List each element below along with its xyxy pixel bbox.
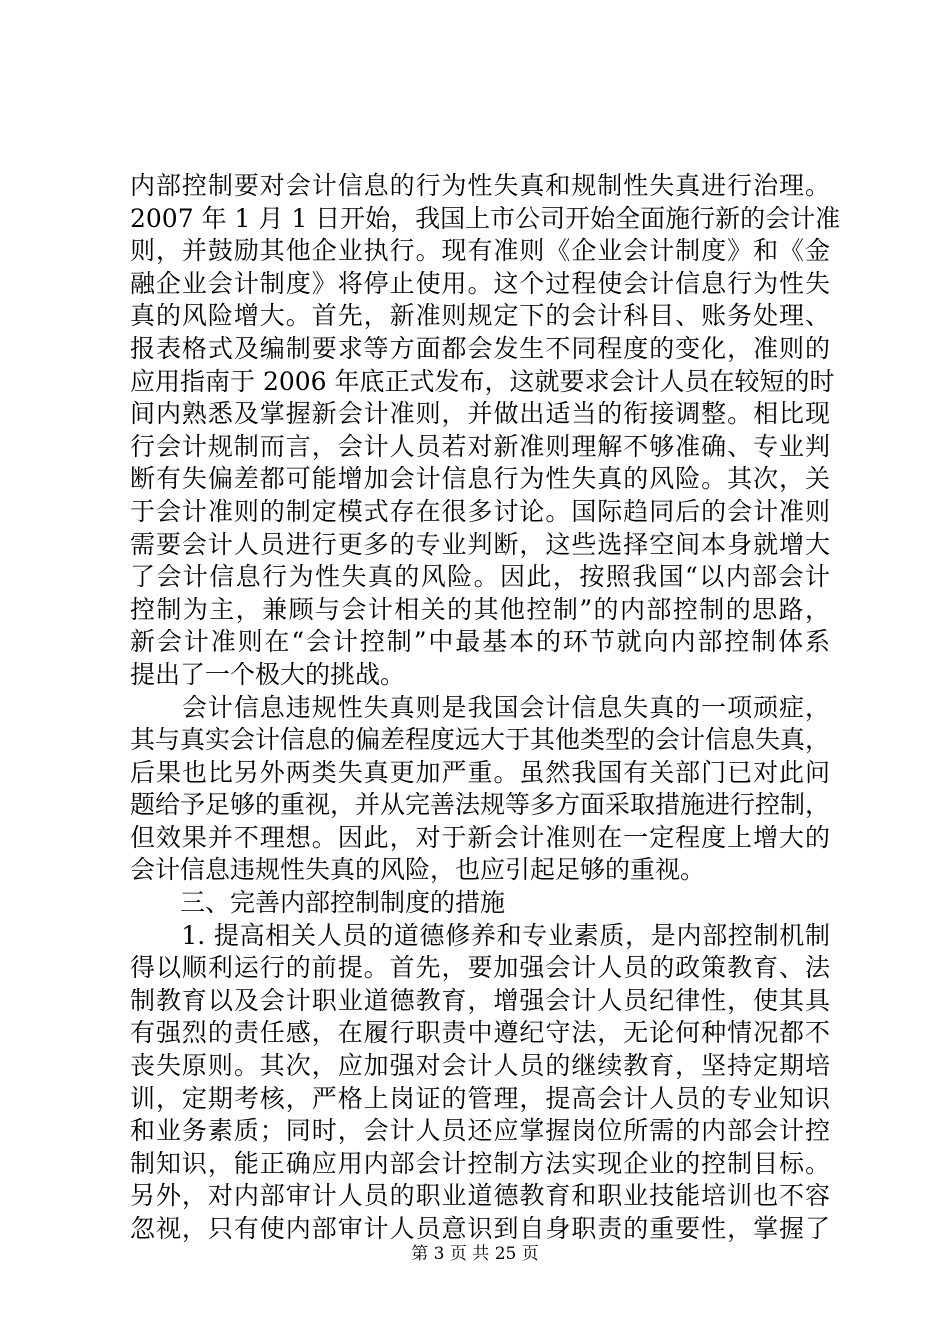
text-line: 制知识，能正确应用内部会计控制方法实现企业的控制目标。 <box>130 1148 830 1178</box>
text-line: 真的风险增大。首先，新准则规定下的会计科目、账务处理、 <box>130 301 830 331</box>
text-line: 于会计准则的制定模式存在很多讨论。国际趋同后的会计准则 <box>130 496 830 526</box>
text-line: 后果也比另外两类失真更加严重。虽然我国有关部门已对此问 <box>130 757 830 787</box>
text-line: 2007 年 1 月 1 日开始，我国上市公司开始全面施行新的会计准 <box>130 203 841 233</box>
text-line: 间内熟悉及掌握新会计准则，并做出适当的衔接调整。相比现 <box>130 399 830 429</box>
text-line: 行会计规制而言，会计人员若对新准则理解不够准确、专业判 <box>130 431 830 461</box>
text-line: 丧失原则。其次，应加强对会计人员的继续教育，坚持定期培 <box>130 1051 830 1081</box>
text-line: 提出了一个极大的挑战。 <box>130 659 406 689</box>
text-line: 忽视，只有使内部审计人员意识到自身职责的重要性，掌握了 <box>130 1214 830 1243</box>
text-line: 1. 提高相关人员的道德修养和专业素质，是内部控制机制 <box>130 920 830 950</box>
text-line: 则，并鼓励其他企业执行。现有准则《企业会计制度》和《金 <box>130 236 830 266</box>
text-line: 题给予足够的重视，并从完善法规等多方面采取措施进行控制， <box>130 790 831 820</box>
text-line: 会计信息违规性失真则是我国会计信息失真的一项顽症， <box>130 692 830 722</box>
page-number-footer: 第 3 页 共 25 页 <box>411 1244 539 1264</box>
text-line: 内部控制要对会计信息的行为性失真和规制性失真进行治理。 <box>130 171 830 200</box>
text-line: 报表格式及编制要求等方面都会发生不同程度的变化，准则的 <box>130 333 830 363</box>
text-line: 融企业会计制度》将停止使用。这个过程使会计信息行为性失 <box>130 268 830 298</box>
section-heading: 三、完善内部控制制度的措施 <box>130 888 506 918</box>
body-text <box>130 170 841 1246</box>
text-line: 但效果并不理想。因此，对于新会计准则在一定程度上增大的 <box>130 822 830 852</box>
text-line: 应用指南于 2006 年底正式发布，这就要求会计人员在较短的时 <box>130 366 835 396</box>
text-line: 控制为主，兼顾与会计相关的其他控制”的内部控制的思路， <box>130 594 830 624</box>
text-line: 会计信息违规性失真的风险，也应引起足够的重视。 <box>130 855 706 885</box>
text-line: 有强烈的责任感，在履行职责中遵纪守法，无论何种情况都不 <box>130 1018 830 1048</box>
text-line: 制教育以及会计职业道德教育，增强会计人员纪律性，使其具 <box>130 985 830 1015</box>
text-line: 另外，对内部审计人员的职业道德教育和职业技能培训也不容 <box>130 1181 830 1211</box>
text-line: 得以顺利运行的前提。首先，要加强会计人员的政策教育、法 <box>130 953 830 983</box>
text-line: 训，定期考核，严格上岗证的管理，提高会计人员的专业知识 <box>130 1083 830 1113</box>
text-line: 新会计准则在“会计控制”中最基本的环节就向内部控制体系 <box>130 627 830 657</box>
text-line: 断有失偏差都可能增加会计信息行为性失真的风险。其次，关 <box>130 464 830 494</box>
text-line: 需要会计人员进行更多的专业判断，这些选择空间本身就增大 <box>130 529 830 559</box>
text-line: 和业务素质；同时，会计人员还应掌握岗位所需的内部会计控 <box>130 1116 830 1146</box>
text-line: 其与真实会计信息的偏差程度远大于其他类型的会计信息失真， <box>130 725 831 755</box>
text-line: 了会计信息行为性失真的风险。因此，按照我国“以内部会计 <box>130 562 830 592</box>
